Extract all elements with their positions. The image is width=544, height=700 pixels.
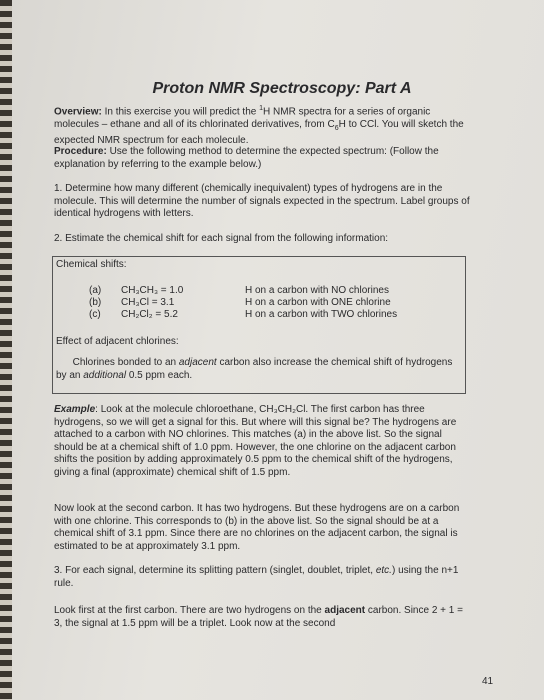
page-title: Proton NMR Spectroscopy: Part A — [152, 80, 412, 97]
shift-label-a: (a) — [89, 285, 102, 296]
shift-label-c: (c) — [89, 309, 101, 320]
shift-desc-b: H on a carbon with ONE chlorine — [245, 297, 391, 308]
final-paragraph: Look first at the first carbon. There are two hydrogens on the adjacent carbon. Since 2 + 1 = 3, the signal at 1.5 ppm will be a triplet. Look now at the second — [54, 605, 463, 629]
shift-desc-c: H on a carbon with TWO chlorines — [245, 309, 398, 320]
shift-label-b: (b) — [89, 297, 102, 308]
shift-formula-b: CH₃Cl = 3.1 — [121, 297, 175, 308]
procedure-paragraph: Procedure: Use the following method to determine the expected spectrum: (Follow the explanation by referring to the example below.) — [54, 146, 439, 170]
overview-paragraph: Overview: In this exercise you will predict the $^1$H NMR spectra for a series of organic molecules – ethane and all of its chlorinated derivatives, from $C_6H$ to CCl. You will sketch the expected NMR spectrum for each molecule. — [54, 105, 464, 147]
document-page — [12, 0, 544, 700]
second-carbon-paragraph: Now look at the second carbon. It has two hydrogens. But these hydrogens are on a carbon with one chlorine. This corresponds to (b) in the above list. So the signal should be at a chemical shift of 3.1 ppm. Since there are no chlorines on the adjacent carbon, the signal is estimated to be at approximately 3.1 ppm. — [54, 503, 460, 552]
step-2: 2. Estimate the chemical shift for each signal from the following information: — [54, 233, 389, 244]
chemical-shift-box — [52, 256, 466, 394]
shift-desc-a: H on a carbon with NO chlorines — [245, 285, 389, 296]
step-3: 3. For each signal, determine its splitting pattern (singlet, doublet, triplet, etc.) using the n+1 rule. — [54, 565, 459, 589]
binder-rings — [0, 0, 12, 700]
step-1: 1. Determine how many different (chemically inequivalent) types of hydrogens are in the molecule. This will determine the number of signals expected in the spectrum. Label groups of identical hydrogens with letters. — [54, 183, 470, 219]
example-paragraph: Example: Look at the molecule chloroethane, CH₃CH₂Cl. The first carbon has three hydrogens, so we will get a signal for this. But where will this signal be? The hydrogens are attached to a carbon with NO chlorines. This matches (a) in the above list. So the signal should be at a chemical shift of 1.0 ppm. However, the one chlorine on the adjacent carbon shifts the position by adding approximately 0.5 ppm to the chemical shift of the hydrogens, giving a final (approximate) chemical shift of 1.5 ppm. — [54, 404, 457, 478]
adjacent-text: Chlorines bonded to an adjacent carbon also increase the chemical shift of hydrogens by an additional 0.5 ppm each. — [56, 357, 453, 381]
shift-formula-a: CH₃CH₃ = 1.0 — [121, 285, 184, 296]
shift-formula-c: CH₂Cl₂ = 5.2 — [121, 309, 178, 320]
page-number: 41 — [482, 676, 494, 687]
chemical-shifts-heading: Chemical shifts: — [56, 259, 127, 270]
adjacent-heading: Effect of adjacent chlorines: — [56, 336, 179, 347]
